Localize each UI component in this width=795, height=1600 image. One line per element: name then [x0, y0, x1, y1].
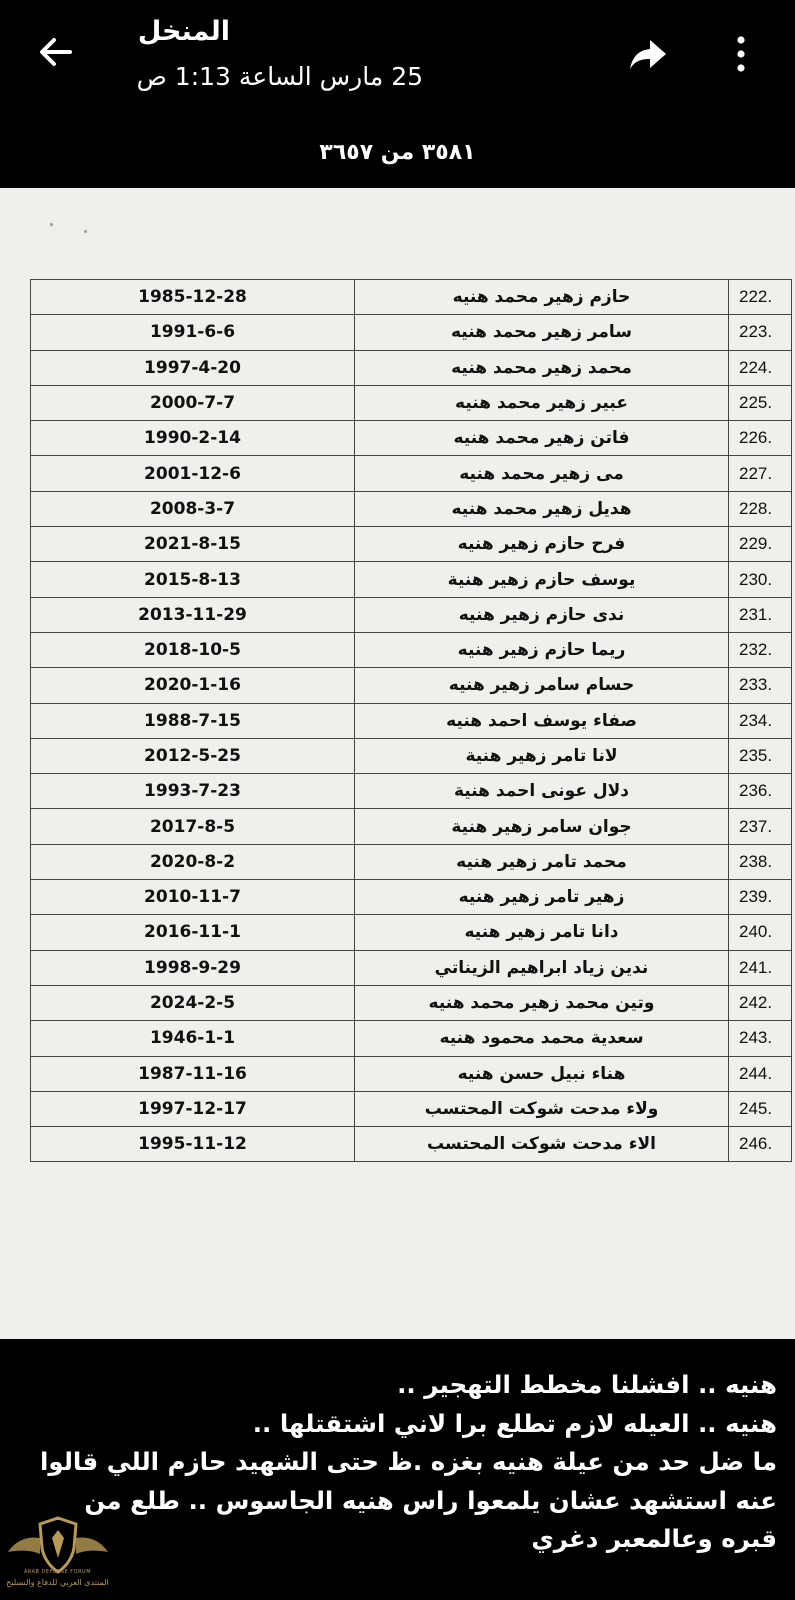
arrow-left-icon[interactable] — [34, 30, 78, 74]
birth-date-cell: 2017-8-5 — [31, 809, 355, 844]
name-cell: دانا تامر زهير هنيه — [355, 915, 729, 950]
row-number-cell: 226. — [729, 421, 792, 456]
row-number-cell: 245. — [729, 1091, 792, 1126]
name-cell: وتين محمد زهير محمد هنيه — [355, 985, 729, 1020]
name-cell: عبير زهير محمد هنيه — [355, 385, 729, 420]
image-counter: ٣٥٨١ من ٣٦٥٧ — [319, 140, 476, 165]
birth-date-cell: 1997-4-20 — [31, 350, 355, 385]
row-number-cell: 227. — [729, 456, 792, 491]
row-number-cell: 230. — [729, 562, 792, 597]
caption-line: هنيه .. افشلنا مخطط التهجير .. — [397, 1370, 777, 1399]
row-number-cell: 239. — [729, 880, 792, 915]
table-row — [31, 385, 792, 420]
name-cell: هناء نبيل حسن هنيه — [355, 1056, 729, 1091]
birth-date-cell: 1987-11-16 — [31, 1056, 355, 1091]
row-number-cell: 237. — [729, 809, 792, 844]
name-cell: دلال عونى احمد هنية — [355, 774, 729, 809]
caption-line: قبره وعالمعبر دغري — [531, 1524, 777, 1553]
table-row — [31, 350, 792, 385]
name-cell: الاء مدحت شوكت المحتسب — [355, 1127, 729, 1162]
name-cell: محمد تامر زهير هنيه — [355, 844, 729, 879]
table-row — [31, 844, 792, 879]
table-row — [31, 985, 792, 1020]
name-cell: فرح حازم زهير هنيه — [355, 527, 729, 562]
table-row — [31, 809, 792, 844]
watermark-text: المنتدى العربي للدفاع والتسليح — [6, 1578, 109, 1587]
birth-date-cell: 2012-5-25 — [31, 738, 355, 773]
row-number-cell: 242. — [729, 985, 792, 1020]
row-number-cell: 222. — [729, 280, 792, 315]
caption-line: هنيه .. العيله لازم تطلع برا لاني اشتقتلها .. — [252, 1408, 777, 1438]
row-number-cell: 244. — [729, 1056, 792, 1091]
table-row — [31, 562, 792, 597]
row-number-cell: 240. — [729, 915, 792, 950]
birth-date-cell: 1990-2-14 — [31, 421, 355, 456]
row-number-cell: 233. — [729, 668, 792, 703]
name-cell: ولاء مدحت شوكت المحتسب — [355, 1091, 729, 1126]
row-number-cell: 224. — [729, 350, 792, 385]
table-row — [31, 632, 792, 667]
table-row — [31, 597, 792, 632]
row-number-cell: 243. — [729, 1021, 792, 1056]
table-row — [31, 1127, 792, 1162]
more-vertical-icon[interactable] — [734, 34, 748, 74]
name-cell: فاتن زهير محمد هنيه — [355, 421, 729, 456]
name-cell: مى زهير محمد هنيه — [355, 456, 729, 491]
table-row — [31, 738, 792, 773]
name-cell: سعدية محمد محمود هنيه — [355, 1021, 729, 1056]
table-row — [31, 915, 792, 950]
birth-date-cell: 1997-12-17 — [31, 1091, 355, 1126]
row-number-cell: 225. — [729, 385, 792, 420]
birth-date-cell: 2013-11-29 — [31, 597, 355, 632]
name-cell: حسام سامر زهير هنيه — [355, 668, 729, 703]
name-cell: صفاء يوسف احمد هنيه — [355, 703, 729, 738]
birth-date-cell: 2020-8-2 — [31, 844, 355, 879]
top-bar — [0, 0, 795, 188]
name-cell: ندى حازم زهير هنيه — [355, 597, 729, 632]
birth-date-cell: 1993-7-23 — [31, 774, 355, 809]
row-number-cell: 228. — [729, 491, 792, 526]
name-cell: محمد زهير محمد هنيه — [355, 350, 729, 385]
name-cell: لانا تامر زهير هنية — [355, 738, 729, 773]
row-number-cell: 229. — [729, 527, 792, 562]
row-number-cell: 231. — [729, 597, 792, 632]
birth-date-cell: 2008-3-7 — [31, 491, 355, 526]
birth-date-cell: 2000-7-7 — [31, 385, 355, 420]
birth-date-cell: 2020-1-16 — [31, 668, 355, 703]
birth-date-cell: 2021-8-15 — [31, 527, 355, 562]
row-number-cell: 223. — [729, 315, 792, 350]
names-table — [30, 279, 792, 1162]
share-arrow-icon[interactable] — [628, 34, 668, 74]
name-cell: هديل زهير محمد هنيه — [355, 491, 729, 526]
table-row — [31, 527, 792, 562]
post-caption — [7, 1366, 777, 1559]
table-row — [31, 950, 792, 985]
birth-date-cell: 2001-12-6 — [31, 456, 355, 491]
row-number-cell: 238. — [729, 844, 792, 879]
table-row — [31, 1091, 792, 1126]
row-number-cell: 236. — [729, 774, 792, 809]
table-row — [31, 421, 792, 456]
name-cell: سامر زهير محمد هنيه — [355, 315, 729, 350]
caption-line: عنه استشهد عشان يلمعوا راس هنيه الجاسوس .. طلع من — [84, 1485, 777, 1515]
name-cell: جوان سامر زهير هنية — [355, 809, 729, 844]
birth-date-cell: 1998-9-29 — [31, 950, 355, 985]
row-number-cell: 234. — [729, 703, 792, 738]
table-row — [31, 703, 792, 738]
birth-date-cell: 1985-12-28 — [31, 280, 355, 315]
birth-date-cell: 2024-2-5 — [31, 985, 355, 1020]
table-row — [31, 880, 792, 915]
row-number-cell: 235. — [729, 738, 792, 773]
birth-date-cell: 1988-7-15 — [31, 703, 355, 738]
table-row — [31, 280, 792, 315]
birth-date-cell: 1946-1-1 — [31, 1021, 355, 1056]
birth-date-cell: 2016-11-1 — [31, 915, 355, 950]
watermark-title: ARAB DEFENSE FORUM — [23, 1569, 92, 1575]
name-cell: حازم زهير محمد هنيه — [355, 280, 729, 315]
table-row — [31, 668, 792, 703]
birth-date-cell: 2010-11-7 — [31, 880, 355, 915]
birth-date-cell: 2015-8-13 — [31, 562, 355, 597]
table-row — [31, 1021, 792, 1056]
table-row — [31, 774, 792, 809]
birth-date-cell: 1995-11-12 — [31, 1127, 355, 1162]
document-image — [0, 188, 795, 1339]
row-number-cell: 232. — [729, 632, 792, 667]
caption-line: ما ضل حد من عيلة هنيه بغزه .ظ حتى الشهيد حازم اللي قالوا — [39, 1447, 777, 1476]
sender-name: المنخل — [137, 16, 230, 47]
table-row — [31, 1056, 792, 1091]
birth-date-cell: 1991-6-6 — [31, 315, 355, 350]
paper-speck — [84, 230, 87, 233]
name-cell: ريما حازم زهير هنيه — [355, 632, 729, 667]
birth-date-cell: 2018-10-5 — [31, 632, 355, 667]
name-cell: يوسف حازم زهير هنية — [355, 562, 729, 597]
name-cell: زهير تامر زهير هنيه — [355, 880, 729, 915]
table-row — [31, 491, 792, 526]
paper-speck — [50, 223, 53, 226]
row-number-cell: 241. — [729, 950, 792, 985]
name-cell: ندين زياد ابراهيم الزيناتي — [355, 950, 729, 985]
row-number-cell: 246. — [729, 1127, 792, 1162]
message-timestamp: 25 مارس الساعة 1:13 ص — [136, 62, 423, 91]
table-row — [31, 315, 792, 350]
table-row — [31, 456, 792, 491]
